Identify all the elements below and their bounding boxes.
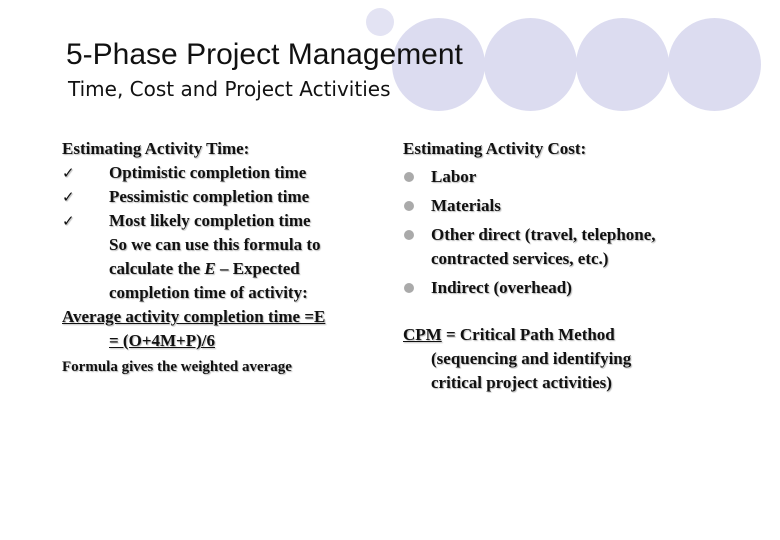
list-item-label-continued: contracted services, etc.) (431, 249, 609, 268)
bullet-dot-icon (404, 172, 414, 182)
expected-variable: E (204, 259, 216, 278)
list-item (403, 276, 733, 300)
decorative-circle (484, 18, 577, 111)
list-item-label: Other direct (travel, telephone, (431, 225, 656, 244)
cpm-description-line: critical project activities) (431, 373, 612, 392)
list-item (62, 161, 380, 185)
list-item (403, 194, 733, 218)
formula-intro-text: calculate the (109, 259, 205, 278)
cpm-abbreviation: CPM (403, 325, 442, 344)
bullet-dot-icon (404, 201, 414, 211)
formula-note: Formula gives the weighted average (62, 359, 292, 375)
list-item (403, 223, 733, 271)
bullet-dot-icon (404, 230, 414, 240)
bullet-dot-icon (404, 283, 414, 293)
cpm-expansion: = Critical Path Method (441, 325, 615, 344)
activity-time-heading: Estimating Activity Time: (62, 139, 250, 158)
decorative-circle (366, 8, 394, 36)
list-item (62, 209, 380, 233)
list-item (62, 185, 380, 209)
list-item-label: Pessimistic completion time (109, 187, 310, 206)
checkmark-icon: ✓ (62, 212, 75, 230)
slide-title: 5-Phase Project Management (66, 38, 463, 71)
cpm-definition (403, 323, 733, 347)
formula-line: = (O+4M+P)/6 (109, 331, 216, 350)
activity-cost-heading: Estimating Activity Cost: (403, 139, 587, 158)
activity-time-column (62, 137, 380, 379)
list-item-label: Indirect (overhead) (431, 278, 572, 297)
decorative-circle (668, 18, 761, 111)
activity-cost-column (403, 137, 733, 395)
formula-intro-line (62, 257, 380, 281)
checkmark-icon: ✓ (62, 188, 75, 206)
checkmark-icon: ✓ (62, 164, 75, 182)
cpm-description-line: (sequencing and identifying (431, 349, 632, 368)
slide-subtitle: Time, Cost and Project Activities (68, 77, 391, 101)
decorative-circle (576, 18, 669, 111)
list-item-label: Optimistic completion time (109, 163, 307, 182)
formula-intro-line: completion time of activity: (109, 283, 308, 302)
list-item-label: Materials (431, 196, 501, 215)
formula-line: Average activity completion time =E (62, 307, 326, 326)
formula-intro-line: So we can use this formula to (109, 235, 321, 254)
list-item-label: Most likely completion time (109, 211, 311, 230)
list-item-label: Labor (431, 167, 477, 186)
formula-intro-text: – Expected (215, 259, 300, 278)
list-item (403, 165, 733, 189)
